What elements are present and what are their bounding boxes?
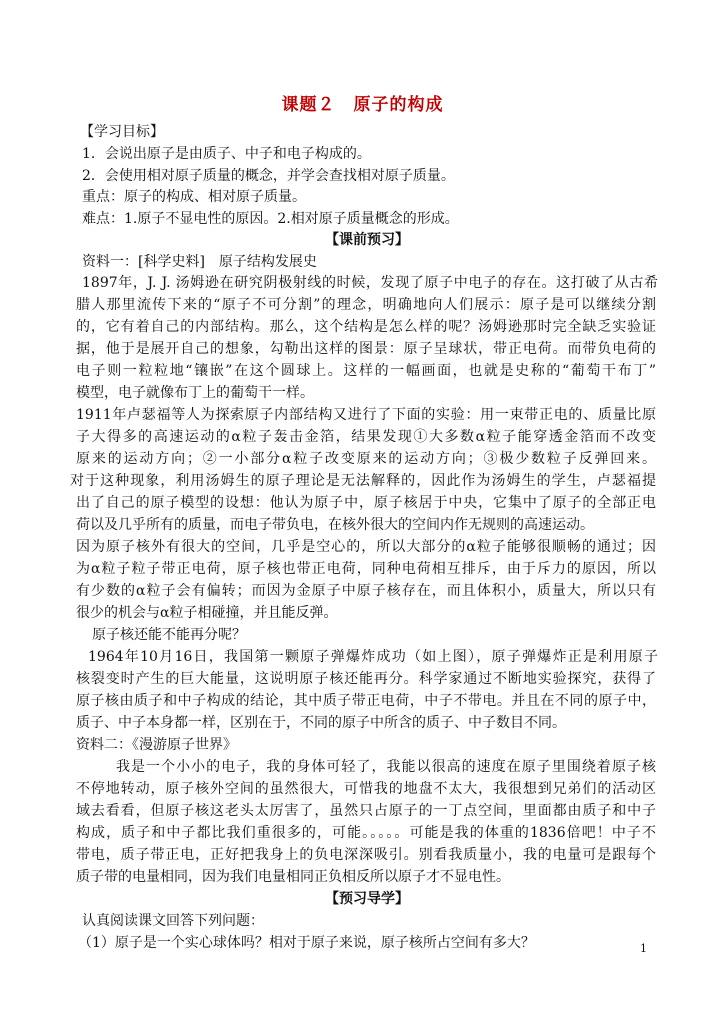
- para1-line: 的，它有着自己的内部结构。那么，这个结构是怎么样的呢？汤姆逊那时完全缺乏实验证: [76, 319, 656, 335]
- difficulty-line: 难点：1.原子不显电性的原因。2.相对原子质量概念的形成。: [82, 211, 459, 227]
- para6-line: 构成，质子和中子都比我们重很多的，可能。。。。。可能是我的体重的1836倍吧！中子不: [76, 825, 656, 841]
- para5-line: 质子、中子本身都一样，区别在于，不同的原子中所含的质子、中子数目不同。: [76, 715, 566, 731]
- para4-line: 为α粒子粒子带正电荷，原子核也带正电荷，同种电荷相互排斥，由于斥力的原因，所以: [76, 561, 656, 577]
- para4-line: 有少数的α粒子会有偏转；而因为金原子中原子核存在，而且体积小，质量大，所以只有: [76, 583, 656, 599]
- para5-line: 原子核由质子和中子构成的结论，其中质子带正电荷，中子不带电。并且在不同的原子中，: [76, 693, 656, 709]
- para6-line: 不停地转动，原子核外空间的虽然很大，可惜我的地盘不太大，我很想到兄弟们的活动区: [76, 781, 656, 797]
- para5-line: 1964年10月16日，我国第一颗原子弹爆炸成功（如上图），原子弹爆炸正是利用原子: [88, 649, 658, 665]
- guide-header: 【预习导学】: [325, 891, 409, 907]
- para3-line: 对于这种现象，利用汤姆生的原子理论是无法解释的，因此作为汤姆生的学生，卢瑟福提: [70, 473, 656, 489]
- question-line: 原子核还能不能再分呢？: [92, 627, 246, 643]
- page-number: 1: [640, 942, 647, 955]
- guide-question-1: （1）原子是一个实心球体吗？相对于原子来说，原子核所占空间有多大？: [78, 935, 535, 951]
- material1-title: 资料一：[科学史料] 原子结构发展史: [82, 254, 317, 270]
- para6-line: 域去看看，但原子核这老头太厉害了，虽然只占原子的一丁点空间，里面都由质子和中子: [76, 803, 656, 819]
- para6-line: 质子带的电量相同，因为我们电量相同正负相反所以原子才不显电性。: [76, 869, 510, 885]
- objective-line: 1．会说出原子是由质子、中子和电子构成的。: [82, 146, 371, 162]
- guide-intro: 认真阅读课文回答下列问题：: [82, 913, 264, 929]
- para1-line: 模型，电子就像布丁上的葡萄干一样。: [76, 385, 314, 401]
- para1-line: 据，他于是展开自己的想象，勾勒出这样的图景：原子呈球状，带正电荷。而带负电荷的: [76, 341, 656, 357]
- objective-line: 2．会使用相对原子质量的概念，并学会查找相对原子质量。: [82, 168, 455, 184]
- page-title: 课题２ 原子的构成: [281, 95, 444, 115]
- key-point-line: 重点：原子的构成、相对原子质量。: [82, 189, 306, 205]
- para6-line: 带电，质子带正电，正好把我身上的负电深深吸引。别看我质量小，我的电量可是跟每个: [76, 847, 656, 863]
- para1-line: 电子则一粒粒地“镶嵌”在这个圆球上。这样的一幅画面，也就是史称的“葡萄干布丁”: [76, 363, 656, 379]
- material2-title: 资料二：《漫游原子世界》: [76, 737, 237, 753]
- para5-line: 核裂变时产生的巨大能量，这说明原子核还能再分。科学家通过不断地实验探究，获得了: [76, 671, 656, 687]
- para1-line: 1897年，J. J. 汤姆逊在研究阴极射线的时候，发现了原子中电子的存在。这打破了从古希: [82, 275, 658, 291]
- para4-line: 因为原子核外有很大的空间，几乎是空心的，所以大部分的α粒子能够很顺畅的通过；因: [76, 539, 656, 555]
- objectives-header: 【学习目标】: [80, 124, 164, 140]
- para6-line: 我是一个小小的电子，我的身体可轻了，我能以很高的速度在原子里围绕着原子核: [116, 759, 656, 775]
- para3-line: 出了自己的原子模型的设想：他认为原子中，原子核居于中央，它集中了原子的全部正电: [76, 495, 656, 511]
- preview-header: 【课前预习】: [325, 232, 409, 248]
- para3-line: 荷以及几乎所有的质量，而电子带负电，在核外很大的空间内作无规则的高速运动。: [76, 517, 594, 533]
- para1-line: 腊人那里流传下来的“原子不可分割”的理念，明确地向人们展示：原子是可以继续分割: [76, 297, 656, 313]
- para4-line: 很少的机会与α粒子相碰撞，并且能反弹。: [76, 605, 338, 621]
- para2-line: 原来的运动方向；②一小部分α粒子改变原来的运动方向；③极少数粒子反弹回来。: [76, 451, 656, 467]
- para2-line: 子大得多的高速运动的α粒子轰击金箔，结果发现①大多数α粒子能穿透金箔而不改变: [76, 429, 656, 445]
- para2-line: 1911年卢瑟福等人为探索原子内部结构又进行了下面的实验：用一束带正电的、质量比原: [76, 407, 656, 423]
